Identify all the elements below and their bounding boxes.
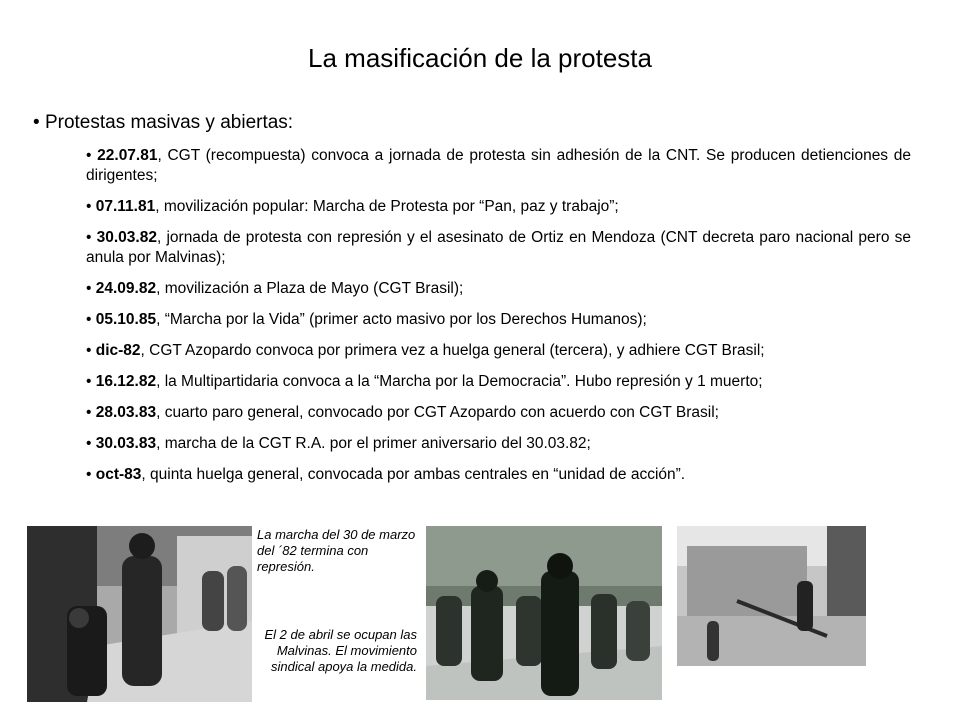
item-date: dic-82 [95, 342, 141, 359]
list-item: • dic-82, CGT Azopardo convoca por primera vez a huelga general (tercera), y adhiere CGT Brasil; [86, 342, 765, 359]
item-date: 05.10.85 [95, 311, 157, 328]
list-item: • 30.03.83, marcha de la CGT R.A. por el primer aniversario del 30.03.82; [86, 435, 591, 452]
item-text: , “Marcha por la Vida” (primer acto masivo por los Derechos Humanos); [156, 311, 647, 328]
lead-bullet: • Protestas masivas y abiertas: [33, 112, 294, 133]
item-text: , la Multipartidaria convoca a la “Marcha por la Democracia”. Hubo represión y 1 muerto; [156, 373, 763, 390]
item-text: , quinta huelga general, convocada por ambas centrales en “unidad de acción”. [141, 466, 686, 483]
item-date: 30.03.82 [96, 229, 157, 246]
item-date: 30.03.83 [95, 435, 157, 452]
item-text: , marcha de la CGT R.A. por el primer aniversario del 30.03.82; [156, 435, 591, 452]
lead-text: Protestas masivas y abiertas: [44, 112, 294, 133]
item-date: 07.11.81 [95, 198, 156, 215]
protest-list [86, 146, 911, 496]
list-item: • 28.03.83, cuarto paro general, convocado por CGT Azopardo con acuerdo con CGT Brasil; [86, 404, 719, 421]
photo-repression [27, 526, 252, 702]
list-item: • 30.03.82, jornada de protesta con represión y el asesinato de Ortiz en Mendoza (CNT decreta paro nacional pero se anula por Malvinas); [86, 229, 912, 266]
item-date: oct-83 [95, 466, 142, 483]
list-item: • 22.07.81, CGT (recompuesta) convoca a jornada de protesta sin adhesión de la CNT. Se producen detienciones de dirigentes; [86, 147, 912, 184]
item-date: 28.03.83 [95, 404, 157, 421]
list-item: • oct-83, quinta huelga general, convocada por ambas centrales en “unidad de acción”. [86, 466, 686, 483]
caption-malvinas: El 2 de abril se ocupan las Malvinas. El movimiento sindical apoya la medida. [264, 627, 417, 674]
list-item: • 24.09.82, movilización a Plaza de Mayo (CGT Brasil); [86, 280, 464, 297]
list-item: • 07.11.81, movilización popular: Marcha de Protesta por “Pan, paz y trabajo”; [86, 198, 619, 215]
item-text: , movilización a Plaza de Mayo (CGT Brasil); [156, 280, 464, 297]
item-text: , CGT Azopardo convoca por primera vez a huelga general (tercera), y adhiere CGT Brasil; [140, 342, 765, 359]
item-date: 24.09.82 [95, 280, 157, 297]
item-text: , jornada de protesta con represión y el asesinato de Ortiz en Mendoza (CNT decreta paro nacional pero se anula por Malvinas); [86, 229, 912, 266]
slide-title: La masificación de la protesta [308, 43, 652, 73]
caption-repression: La marcha del 30 de marzo del ´82 termina con represión. [257, 527, 416, 574]
photo-police-march [426, 526, 662, 700]
item-text: , movilización popular: Marcha de Protesta por “Pan, paz y trabajo”; [155, 198, 619, 215]
item-text: , cuarto paro general, convocado por CGT Azopardo con acuerdo con CGT Brasil; [156, 404, 719, 421]
photo-democracy-march [677, 526, 866, 666]
item-date: 16.12.82 [95, 373, 157, 390]
list-item: • 05.10.85, “Marcha por la Vida” (primer acto masivo por los Derechos Humanos); [86, 311, 647, 328]
item-date: 22.07.81 [97, 147, 158, 164]
list-item: • 16.12.82, la Multipartidaria convoca a la “Marcha por la Democracia”. Hubo represión y 1 muerto; [86, 373, 763, 390]
item-text: , CGT (recompuesta) convoca a jornada de protesta sin adhesión de la CNT. Se producen detienciones de dirigentes; [86, 147, 912, 184]
